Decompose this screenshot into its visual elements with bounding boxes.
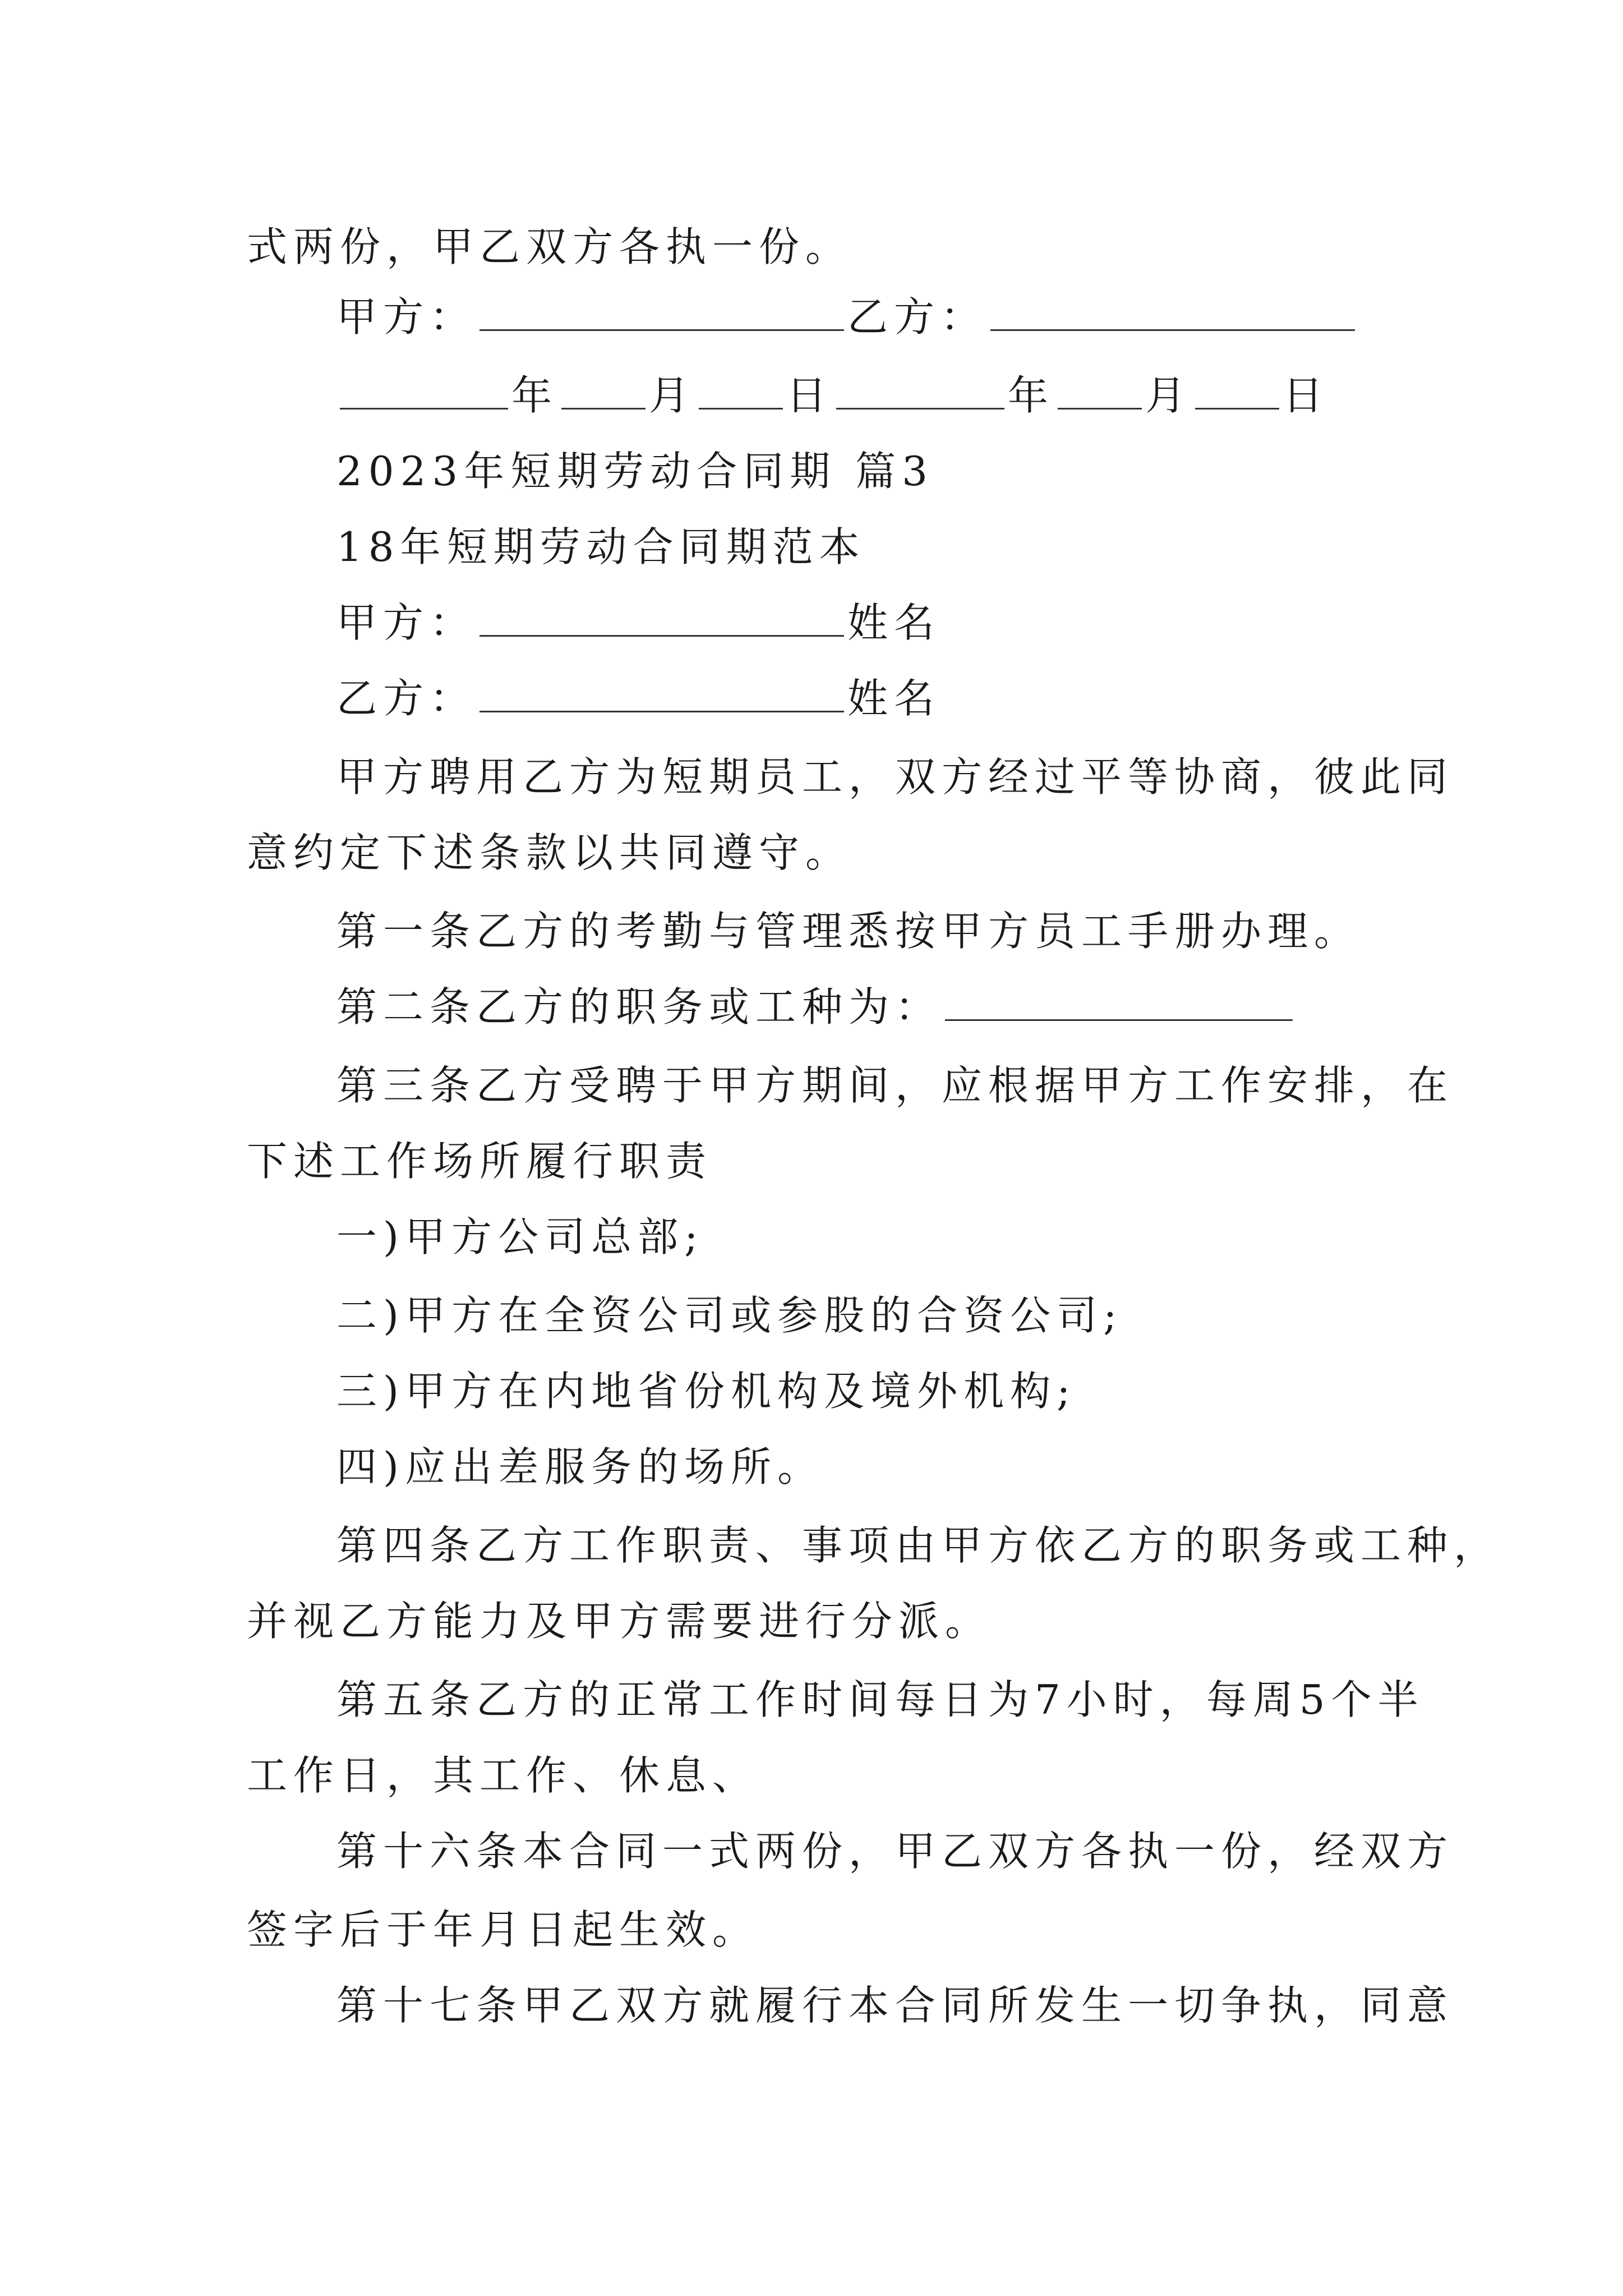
party-b-blank[interactable]: [990, 295, 1355, 331]
position-line: [336, 982, 1296, 1032]
list-item: 一)甲方公司总部;: [336, 1213, 704, 1260]
text-line: 并视乙方能力及甲方需要进行分派。: [247, 1598, 992, 1645]
text-line: 第四条乙方工作职责、事项由甲方依乙方的职务或工种，: [336, 1522, 1501, 1569]
party-b-name-line: [336, 673, 940, 724]
section-heading: 2023年短期劳动合同期 篇3: [336, 448, 934, 495]
text-line: 第一条乙方的考勤与管理悉按甲方员工手册办理。: [336, 908, 1361, 955]
day-blank[interactable]: [699, 373, 783, 409]
day-label: 日: [1283, 372, 1330, 419]
party-a-label: 甲方：: [336, 599, 477, 646]
text-line: 下述工作场所履行职责: [247, 1138, 713, 1185]
year-blank[interactable]: [836, 373, 1004, 409]
text-line: 第十六条本合同一式两份，甲乙双方各执一份，经双方: [336, 1828, 1454, 1875]
text-line: 第三条乙方受聘于甲方期间，应根据甲方工作安排，在: [336, 1062, 1454, 1109]
position-blank[interactable]: [945, 984, 1293, 1021]
party-a-name-line: [336, 597, 940, 648]
text-line: 第五条乙方的正常工作时间每日为7小时，每周5个半: [336, 1676, 1424, 1723]
party-b-label: 乙方：: [847, 293, 988, 341]
list-item: 四)应出差服务的场所。: [336, 1443, 824, 1490]
text-line: 式两份，甲乙双方各执一份。: [247, 223, 852, 270]
year-blank[interactable]: [340, 373, 508, 409]
date-line: [336, 370, 1329, 421]
text-line: 签字后于年月日起生效。: [247, 1906, 759, 1953]
signature-line: [336, 292, 1358, 342]
text-line: 工作日，其工作、休息、: [247, 1752, 759, 1799]
year-label: 年: [1008, 372, 1055, 419]
document-title: 18年短期劳动合同期范本: [336, 523, 866, 570]
party-b-name-blank[interactable]: [479, 676, 844, 712]
text-line: 意约定下述条款以共同遵守。: [247, 829, 852, 876]
name-label: 姓名: [847, 675, 941, 722]
list-item: 三)甲方在内地省份机构及境外机构;: [336, 1368, 1077, 1415]
text-line: 甲方聘用乙方为短期员工，双方经过平等协商，彼此同: [336, 753, 1454, 800]
clause-2-label: 第二条乙方的职务或工种为：: [336, 983, 942, 1030]
month-label: 月: [1145, 372, 1192, 419]
name-label: 姓名: [847, 599, 941, 646]
text-line: 第十七条甲乙双方就履行本合同所发生一切争执，同意: [336, 1982, 1454, 2029]
month-blank[interactable]: [1058, 373, 1142, 409]
party-a-blank[interactable]: [479, 295, 844, 331]
month-blank[interactable]: [561, 373, 645, 409]
party-a-name-blank[interactable]: [479, 600, 844, 637]
year-label: 年: [511, 372, 559, 419]
party-b-label: 乙方：: [336, 675, 477, 722]
day-label: 日: [786, 372, 833, 419]
list-item: 二)甲方在全资公司或参股的合资公司;: [336, 1292, 1123, 1339]
party-a-label: 甲方：: [336, 293, 477, 341]
month-label: 月: [649, 372, 696, 419]
day-blank[interactable]: [1195, 373, 1279, 409]
